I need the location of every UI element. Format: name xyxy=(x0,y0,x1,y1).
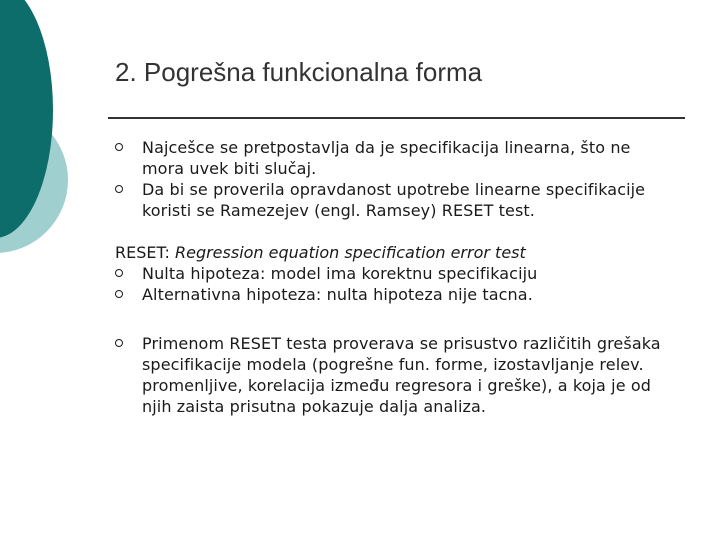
slide-title: 2. Pogrešna funkcionalna forma xyxy=(115,57,483,87)
bullet-text: Da bi se proverila opravdanost upotrebe linearne specifikacije koristi se Ramezejev (engl. Ramsey) RESET test. xyxy=(142,180,646,220)
bullet-text: Najcešce se pretpostavlja da je specifikacija linearna, što ne mora uvek biti slučaj. xyxy=(142,138,631,178)
bullet-item xyxy=(115,179,675,221)
light-teal-circle xyxy=(0,107,68,253)
hollow-circle-bullet-icon xyxy=(115,269,123,277)
reset-heading xyxy=(115,242,675,263)
reset-heading-italic: Regression equation specification error test xyxy=(174,243,526,262)
dark-teal-circle xyxy=(0,0,53,238)
bullet-item xyxy=(115,333,675,417)
decorative-circles xyxy=(0,0,120,300)
reset-heading-prefix: RESET: xyxy=(115,243,175,262)
bullet-item xyxy=(115,263,675,284)
bullet-item xyxy=(115,284,675,305)
title-underline xyxy=(108,117,685,119)
bullet-item xyxy=(115,137,675,179)
hollow-circle-bullet-icon xyxy=(115,143,123,151)
hollow-circle-bullet-icon xyxy=(115,290,123,298)
bullet-text: Primenom RESET testa proverava se prisustvo različitih grešaka specifikacije modela (pogrešne fun. forme, izostavljanje relev. promenljive, korelacija između regresora i greške), a koja je od njih zaista prisutna pokazuje dalja analiza. xyxy=(142,334,661,416)
bullet-text: Alternativna hipoteza: nulta hipoteza nije tacna. xyxy=(142,285,533,304)
bullet-text: Nulta hipoteza: model ima korektnu specifikaciju xyxy=(142,264,538,283)
hollow-circle-bullet-icon xyxy=(115,339,123,347)
slide-content xyxy=(115,137,675,417)
hollow-circle-bullet-icon xyxy=(115,185,123,193)
